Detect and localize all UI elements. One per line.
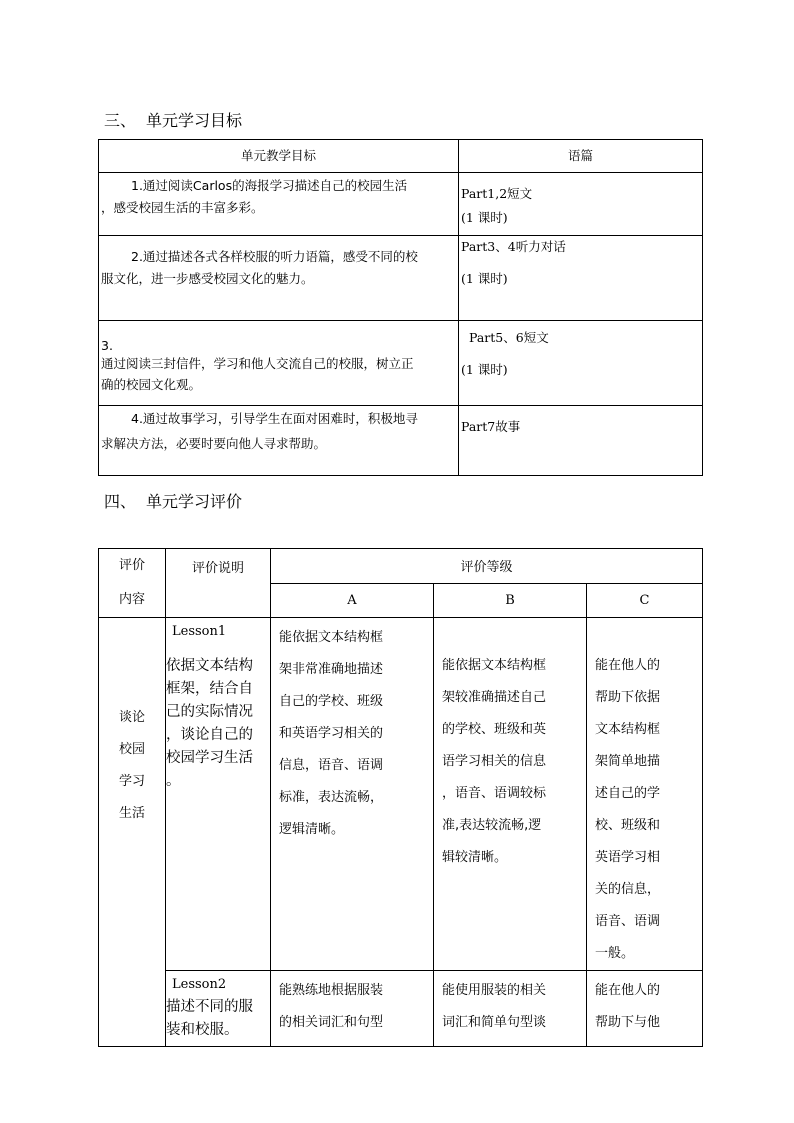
section-name: Part3、4听力对话 [461,239,566,254]
eval-content-label [99,618,166,1047]
level-line: 辑较清晰。 [442,850,508,865]
lesson1-name: Lesson1 [172,624,227,639]
content-label-line: 学习 [118,774,145,789]
level-line: 逻辑清晰。 [279,822,345,837]
eval-row-lesson1 [99,618,703,971]
lesson2-level-b [434,971,587,1047]
eval-header-desc: 评价说明 [166,549,271,618]
desc-line: 。 [166,773,181,789]
goal-line: 服文化，进一步感受校园文化的魅力。 [101,271,314,286]
goal-line: 求解决方法，必要时要向他人寻求帮助。 [101,436,327,451]
section-3-heading [104,108,242,131]
desc-line: 框架，结合自 [166,681,253,697]
goal-line: 3. [101,338,113,353]
level-line: 一般。 [595,946,635,961]
lesson2-level-a [271,971,434,1047]
level-line: 准,表达较流畅,逻 [442,818,542,833]
level-line: 关的信息， [595,882,661,897]
lesson1-level-a [271,618,434,971]
goal-line: 4.通过故事学习，引导学生在面对困难时，积极地寻 [131,411,418,426]
desc-line: 装和校服。 [166,1022,239,1038]
eval-row-lesson2 [99,971,703,1047]
level-line: 语音、语调 [595,914,661,929]
section-4-title: 单元学习评价 [146,492,243,511]
goal-row-4 [99,406,703,476]
lesson2-name: Lesson2 [172,977,227,992]
level-line: 英语学习相 [595,850,661,865]
level-line: 能在他人的 [595,983,661,998]
section-4-number: 四、 [104,492,137,511]
eval-header-b: B [434,583,587,618]
level-line: 文本结构框 [595,722,661,737]
section-name: Part1,2短文 [461,186,533,201]
goal-line: ，感受校园生活的丰富多彩。 [101,200,264,215]
goal-line: 2.通过描述各式各样校服的听力语篇，感受不同的校 [131,249,418,264]
level-line: 标准，表达流畅， [279,790,384,805]
desc-line: ，谈论自己的 [166,727,253,743]
level-line: 能依据文本结构框 [279,630,384,645]
eval-header-content-2: 内容 [118,592,145,607]
goal-line: 确的校园文化观。 [101,377,202,392]
level-line: 信息，语音、语调 [279,758,384,773]
level-line: 自己的学校、班级 [279,694,384,709]
eval-header-content [99,549,166,618]
section-3-title: 单元学习目标 [146,111,243,130]
eval-header-a: A [271,583,434,618]
level-line: 架简单地描 [595,754,661,769]
lesson2-desc [166,996,270,1042]
section-hours: (1 课时) [461,362,508,377]
level-line: 架较准确描述自己 [442,690,547,705]
section-hours: (1 课时) [461,210,508,225]
content-label-line: 谈论 [118,710,145,725]
goals-header-text: 语篇 [459,140,703,173]
level-line: 能在他人的 [595,658,661,673]
eval-header-row-1 [99,549,703,584]
section-cell-1 [459,173,703,236]
level-line: 的相关词汇和句型 [279,1015,384,1030]
goal-row-3 [99,321,703,406]
desc-line: 描述不同的服 [166,999,253,1015]
goals-header-row [99,140,703,173]
goal-row-1 [99,173,703,236]
level-line: 能使用服装的相关 [442,983,547,998]
content-label-line: 校园 [118,742,145,757]
lesson1-level-c [587,618,703,971]
level-line: 帮助下依据 [595,690,661,705]
goal-cell-1 [99,173,459,236]
section-3-number: 三、 [104,111,137,130]
lesson1-desc-cell [166,618,271,971]
level-line: 能依据文本结构框 [442,658,547,673]
goal-cell-3 [99,321,459,406]
goal-cell-4 [99,406,459,476]
desc-line: 校园学习生活 [166,750,253,766]
section-hours: (1 课时) [461,271,508,286]
level-line: 语学习相关的信息 [442,754,547,769]
section-name: Part7故事 [461,419,521,434]
eval-header-content-1: 评价 [118,558,145,573]
lesson1-level-b [434,618,587,971]
goal-line: 1.通过阅读Carlos的海报学习描述自己的校园生活 [131,178,408,193]
level-line: 和英语学习相关的 [279,726,384,741]
evaluation-table [98,548,703,1047]
level-line: 能熟练地根据服装 [279,983,384,998]
section-4-heading [104,489,242,512]
level-line: 帮助下与他 [595,1015,661,1030]
level-line: 词汇和简单句型谈 [442,1015,547,1030]
goal-cell-2 [99,236,459,321]
level-line: 的学校、班级和英 [442,722,547,737]
lesson1-desc [166,655,270,793]
level-line: 校、班级和 [595,818,661,833]
eval-header-level: 评价等级 [271,549,703,584]
content-label-line: 生活 [118,806,145,821]
section-cell-2 [459,236,703,321]
eval-header-c: C [587,583,703,618]
level-line: 架非常准确地描述 [279,662,384,677]
section-cell-4 [459,406,703,476]
section-cell-3 [459,321,703,406]
goal-row-2 [99,236,703,321]
goals-table [98,139,703,476]
desc-line: 己的实际情况 [166,704,253,720]
goals-header-goal: 单元教学目标 [99,140,459,173]
level-line: ，语音、语调较标 [442,786,547,801]
lesson2-level-c [587,971,703,1047]
section-name: Part5、6短文 [469,330,549,345]
level-line: 述自己的学 [595,786,661,801]
lesson2-desc-cell [166,971,271,1047]
desc-line: 依据文本结构 [166,658,253,674]
goal-line: 通过阅读三封信件，学习和他人交流自己的校服，树立正 [101,356,414,371]
